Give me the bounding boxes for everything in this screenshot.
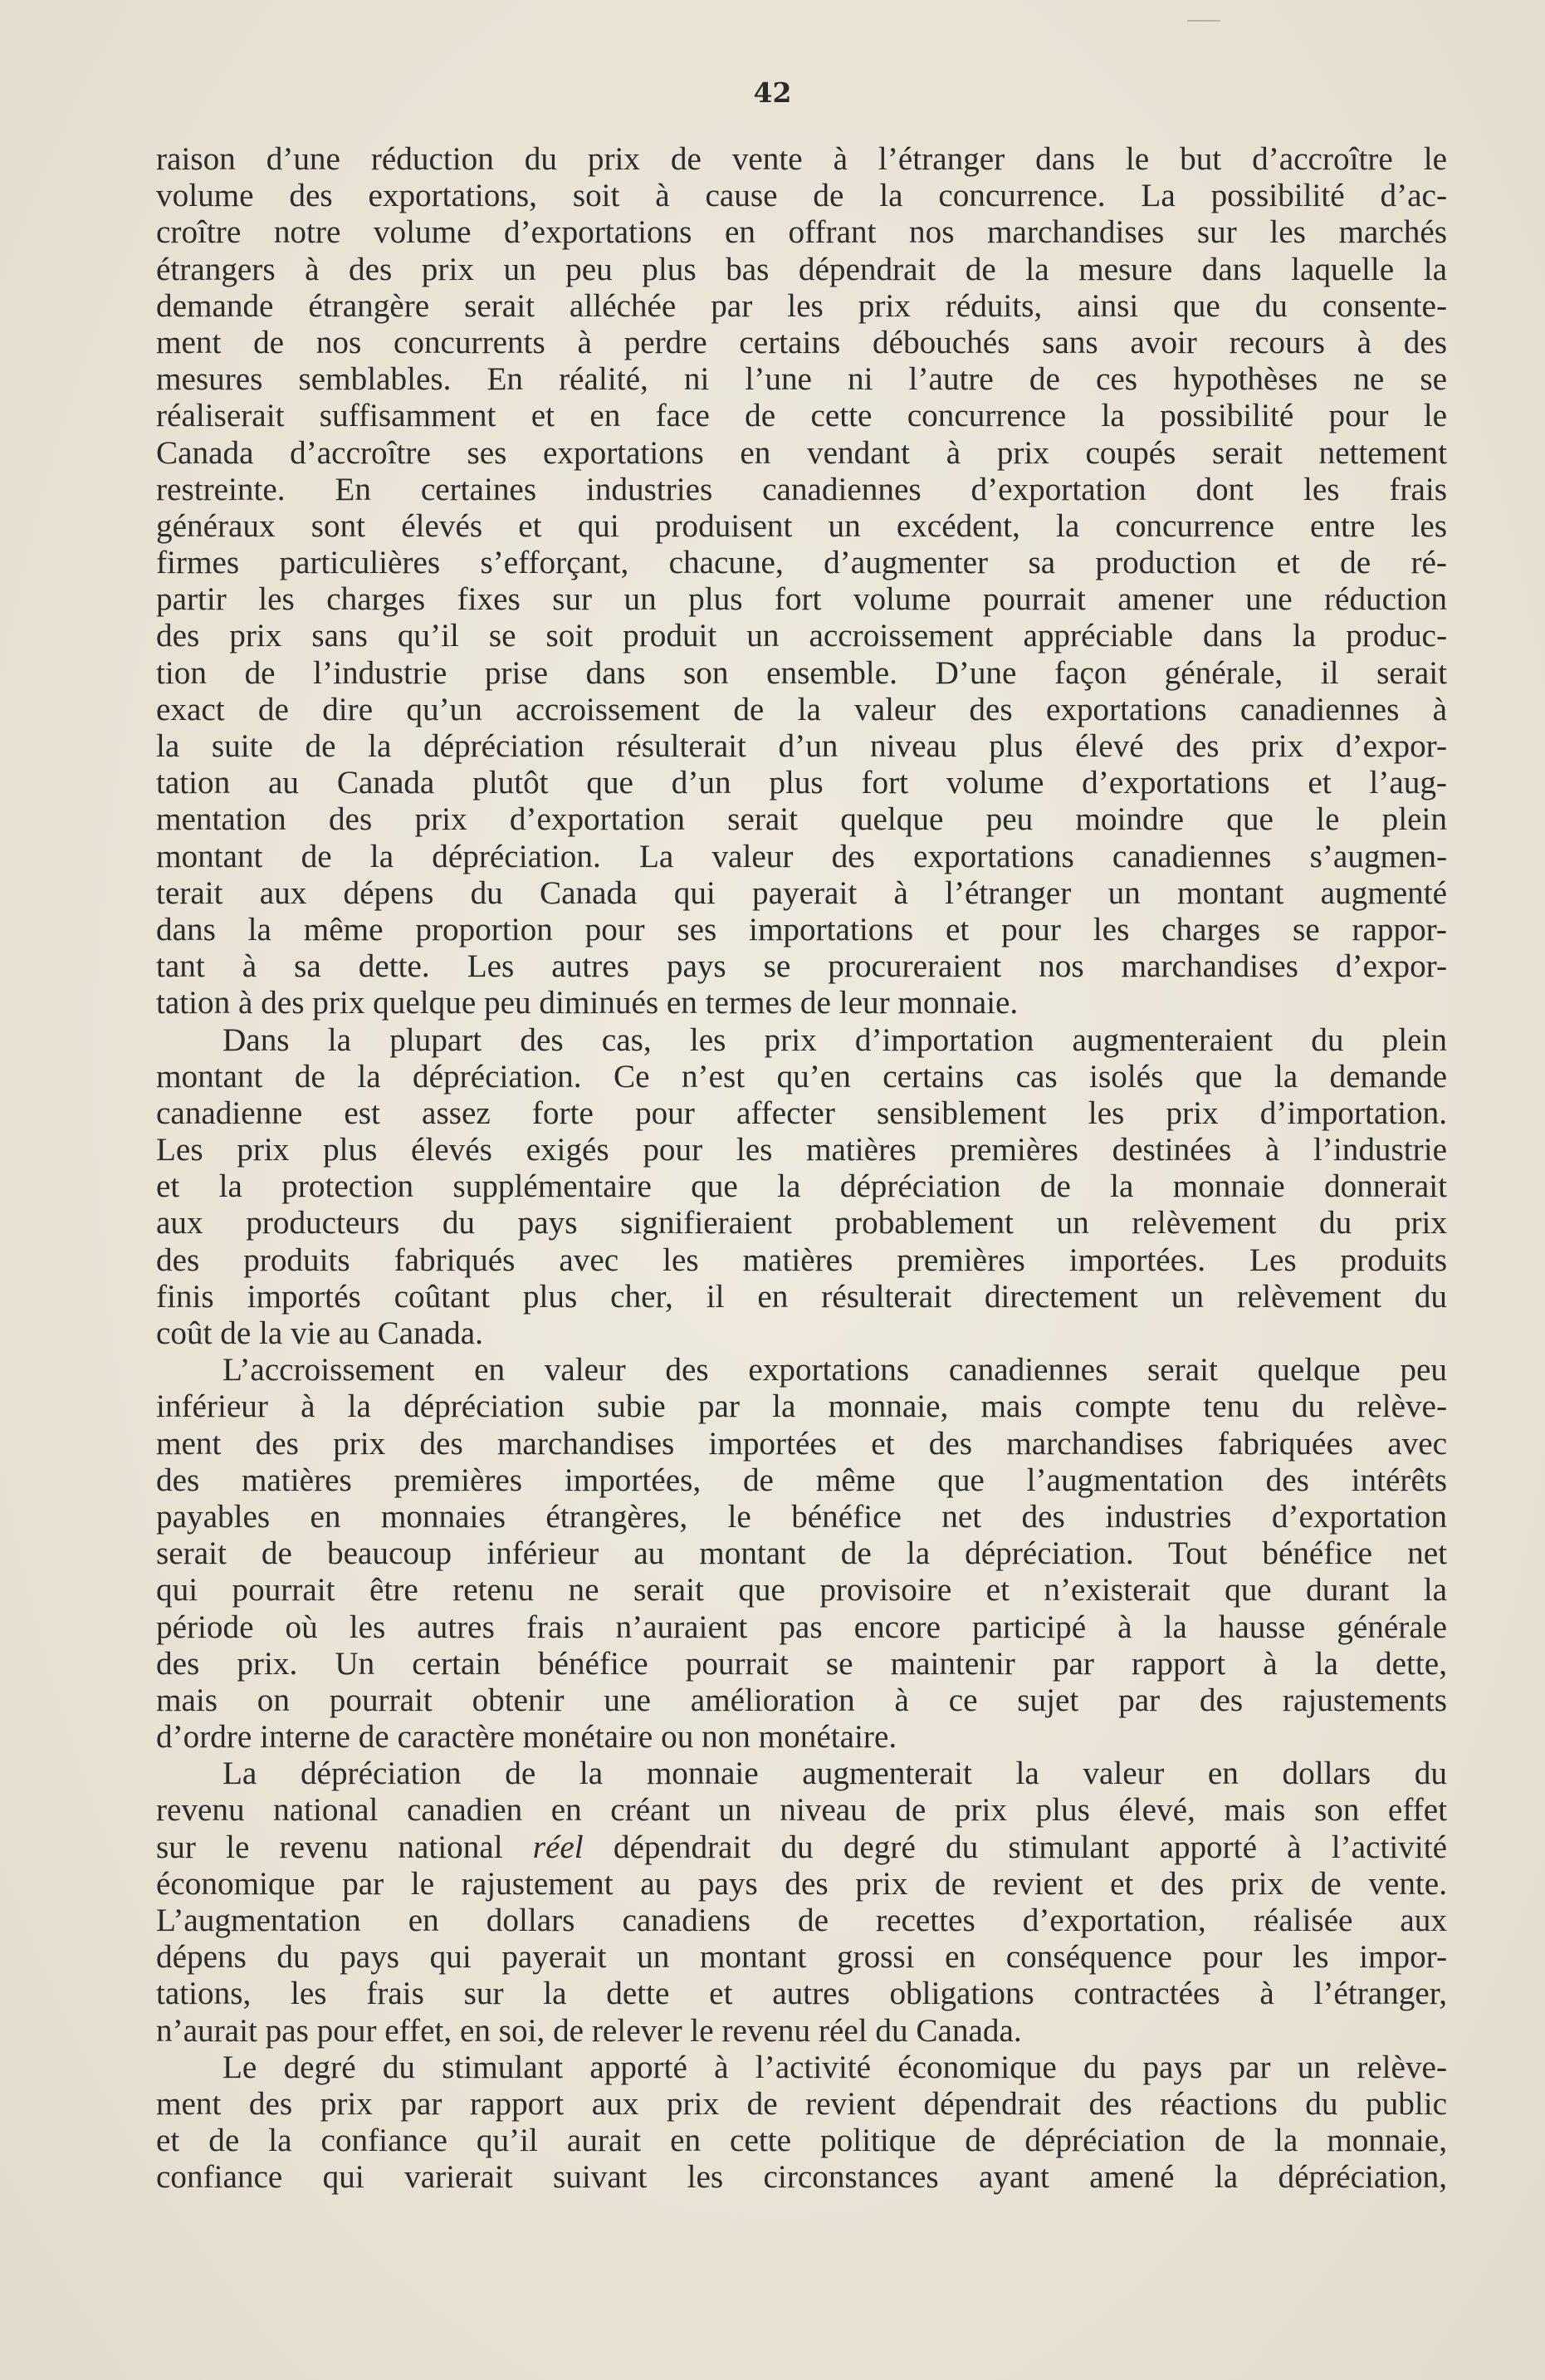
text-line: Canada d’accroître ses exportations en vendant à prix coupés serait nettement [156,434,1447,471]
text-line: dépens du pays qui payerait un montant grossi en conséquence pour les impor- [156,1939,1447,1976]
text-line: Dans la plupart des cas, les prix d’importation augmenteraient du plein [222,1021,1447,1058]
text-line: généraux sont élevés et qui produisent un excédent, la concurrence entre les [156,507,1447,544]
text-line: partir les charges fixes sur un plus fort volume pourrait amener une réduction [156,581,1447,618]
text-line: des prix. Un certain bénéfice pourrait se maintenir par rapport à la dette, [156,1645,1447,1682]
text-line: aux producteurs du pays signifieraient probablement un relèvement du prix [156,1205,1447,1241]
body-text [156,141,1447,2196]
text-line: inférieur à la dépréciation subie par la monnaie, mais compte tenu du relève- [156,1388,1447,1425]
text-line: exact de dire qu’un accroissement de la valeur des exportations canadiennes à [156,691,1447,727]
text-line: période où les autres frais n’auraient pas encore participé à la hausse générale [156,1609,1447,1645]
text-line: confiance qui varierait suivant les circonstances ayant amené la dépréciation, [156,2159,1447,2196]
text-line: sur le revenu national réel dépendrait du degré du stimulant apporté à l’activité [156,1829,1447,1865]
text-line: montant de la dépréciation. La valeur des exportations canadiennes s’augmen- [156,838,1447,874]
text-line: croître notre volume d’exportations en offrant nos marchandises sur les marchés [156,214,1447,251]
text-line: n’aurait pas pour effet, en soi, de relever le revenu réel du Canada. [156,2012,1022,2049]
scan-mark [1187,20,1220,22]
text-line: ment des prix par rapport aux prix de revient dépendrait des réactions du public [156,2085,1447,2122]
text-line: raison d’une réduction du prix de vente à l’étranger dans le but d’accroître le [156,141,1447,177]
text-line: et la protection supplémentaire que la dépréciation de la monnaie donnerait [156,1168,1447,1205]
page-number: 42 [753,76,792,109]
text-line: La dépréciation de la monnaie augmenterait la valeur en dollars du [222,1756,1447,1792]
paragraph [156,1022,1447,1353]
text-line: demande étrangère serait alléchée par les prix réduits, ainsi que du consente- [156,287,1447,324]
text-line: revenu national canadien en créant un niveau de prix plus élevé, mais son effet [156,1792,1447,1829]
text-line: Les prix plus élevés exigés pour les matières premières destinées à l’industrie [156,1132,1447,1168]
text-line: canadienne est assez forte pour affecter sensiblement les prix d’importation. [156,1095,1447,1131]
text-line: tations, les frais sur la dette et autres obligations contractées à l’étranger, [156,1976,1447,2012]
text-line: dans la même proportion pour ses importations et pour les charges se rappor- [156,911,1447,948]
text-line: mentation des prix d’exportation serait quelque peu moindre que le plein [156,801,1447,838]
text-line: tation à des prix quelque peu diminués en termes de leur monnaie. [156,985,1019,1021]
text-line: terait aux dépens du Canada qui payerait à l’étranger un montant augmenté [156,874,1447,911]
text-line: coût de la vie au Canada. [156,1315,483,1351]
text-line: finis importés coûtant plus cher, il en résulterait directement un relèvement du [156,1278,1447,1315]
text-line: ment des prix des marchandises importées et des marchandises fabriquées avec [156,1425,1447,1462]
text-line: serait de beaucoup inférieur au montant de la dépréciation. Tout bénéfice net [156,1535,1447,1572]
text-line: payables en monnaies étrangères, le bénéfice net des industries d’exportation [156,1498,1447,1535]
text-line: firmes particulières s’efforçant, chacune, d’augmenter sa production et de ré- [156,545,1447,581]
text-line: restreinte. En certaines industries canadiennes d’exportation dont les frais [156,471,1447,507]
text-line: L’accroissement en valeur des exportations canadiennes serait quelque peu [222,1352,1447,1388]
text-line: qui pourrait être retenu ne serait que provisoire et n’existerait que durant la [156,1572,1447,1609]
text-line: tion de l’industrie prise dans son ensemble. D’une façon générale, il serait [156,654,1447,691]
paragraph [156,1756,1447,2049]
text-line: L’augmentation en dollars canadiens de recettes d’exportation, réalisée aux [156,1903,1447,1938]
text-line: mesures semblables. En réalité, ni l’une ni l’autre de ces hypothèses ne se [156,361,1447,398]
text-line: des prix sans qu’il se soit produit un accroissement appréciable dans la produc- [156,618,1447,654]
text-line: et de la confiance qu’il aurait en cette politique de dépréciation de la monnaie, [156,2123,1447,2159]
text-line: Le degré du stimulant apporté à l’activité économique du pays par un relève- [222,2049,1447,2085]
text-line: montant de la dépréciation. Ce n’est qu’en certains cas isolés que la demande [156,1058,1447,1095]
text-line: tant à sa dette. Les autres pays se procureraient nos marchandises d’expor- [156,948,1447,985]
text-line: d’ordre interne de caractère monétaire ou non monétaire. [156,1719,897,1756]
text-line: économique par le rajustement au pays des prix de revient et des prix de vente. [156,1865,1447,1902]
text-line: volume des exportations, soit à cause de la concurrence. La possibilité d’ac- [156,178,1447,214]
text-line: des produits fabriqués avec les matières premières importées. Les produits [156,1241,1447,1278]
text-line: étrangers à des prix un peu plus bas dépendrait de la mesure dans laquelle la [156,251,1447,287]
text-line: ment de nos concurrents à perdre certains débouchés sans avoir recours à des [156,324,1447,360]
paragraph [156,141,1447,1022]
text-line: la suite de la dépréciation résulterait d’un niveau plus élevé des prix d’expor- [156,728,1447,764]
text-line: mais on pourrait obtenir une amélioration à ce sujet par des rajustements [156,1682,1447,1718]
text-line: des matières premières importées, de même que l’augmentation des intérêts [156,1462,1447,1498]
text-line: tation au Canada plutôt que d’un plus fort volume d’exportations et l’aug- [156,765,1447,801]
paragraph [156,2049,1447,2196]
text-line: réaliserait suffisamment et en face de cette concurrence la possibilité pour le [156,398,1447,434]
paragraph [156,1352,1447,1756]
